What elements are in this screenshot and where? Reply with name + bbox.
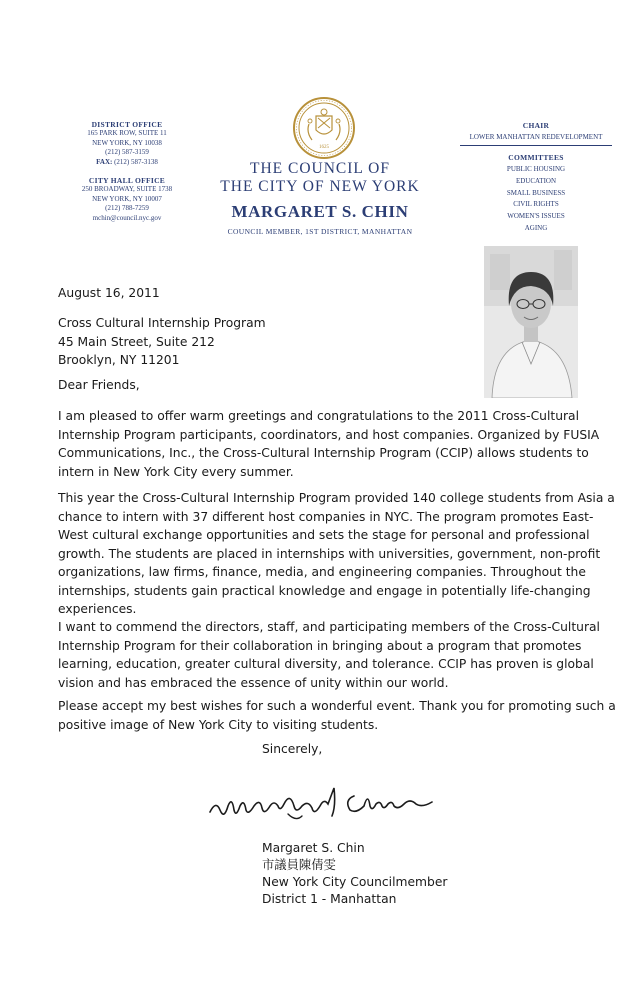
paragraph-line: vision and has embraced the essence of unity within our world.: [58, 675, 449, 690]
district-office-address2: NEW YORK, NY 10038: [92, 138, 162, 147]
seal-year: 1625: [319, 145, 329, 150]
paragraph-line: growth. The students are placed in internships with universities, government, non-profit: [58, 546, 601, 561]
city-hall-office-title: CITY HALL OFFICE: [88, 176, 166, 186]
signer-district: District 1 - Manhattan: [262, 892, 397, 906]
paragraph-line: experiences.: [58, 602, 137, 616]
greeting: Dear Friends,: [58, 378, 140, 392]
paragraph-4: [58, 697, 616, 734]
paragraph-line: Please accept my best wishes for such a wonderful event. Thank you for promoting such a: [58, 699, 616, 713]
paragraph-line: learning, education, greater cultural diversity, and tolerance. CCIP has proven is global: [58, 657, 594, 671]
committee-item: AGING: [524, 224, 548, 233]
committee-item: CIVIL RIGHTS: [513, 200, 559, 209]
paragraph-line: I am pleased to offer warm greetings and congratulations to the 2011 Cross-Cultural: [58, 409, 580, 423]
council-name-line1: THE COUNCIL OF: [249, 160, 390, 177]
committee-item: SMALL BUSINESS: [506, 188, 566, 197]
letter-date: August 16, 2011: [58, 286, 160, 300]
chair-committee: LOWER MANHATTAN REDEVELOPMENT: [460, 132, 612, 146]
paragraph-line: internships, students gain practical knowledge and engage in potentially life-changing: [58, 583, 591, 598]
paragraph-line: I want to commend the directors, staff, and participating members of the Cross-Cultural: [58, 620, 600, 634]
fax-label: FAX:: [96, 157, 113, 166]
recipient-line: 45 Main Street, Suite 212: [58, 334, 215, 349]
handwritten-signature: [204, 776, 454, 828]
recipient-line: Cross Cultural Internship Program: [58, 316, 266, 330]
committees-block: [460, 120, 612, 235]
member-title: COUNCIL MEMBER, 1ST DISTRICT, MANHATTAN: [227, 227, 413, 236]
paragraph-line: Communications, Inc., the Cross-Cultural Internship Program (CCIP) allows students to: [58, 446, 589, 460]
city-council-seal: [292, 96, 356, 160]
council-name-line2: THE CITY OF NEW YORK: [220, 178, 420, 195]
email-address: mchin@council.nyc.gov: [92, 213, 162, 222]
paragraph-line: intern in New York City every summer.: [58, 464, 294, 479]
chair-label: CHAIR: [522, 121, 550, 130]
paragraph-line: West cultural exchange opportunities and sets the stage for personal and professional: [58, 528, 590, 542]
fax-number: (212) 587-3138: [114, 157, 158, 166]
paragraph-line: organizations, law firms, finance, media, and engineering companies. Throughout the: [58, 565, 586, 579]
signer-title: New York City Councilmember: [262, 875, 448, 889]
district-office-block: [56, 120, 198, 223]
city-hall-phone: (212) 788-7259: [105, 204, 149, 213]
member-name-header: MARGARET S. CHIN: [231, 202, 409, 221]
paragraph-2: [58, 489, 615, 619]
district-office-phone: (212) 587-3159: [105, 148, 149, 157]
district-office-address1: 165 PARK ROW, SUITE 11: [87, 129, 167, 138]
paragraph-line: Internship Program for their collaboration in bringing about a program that promotes: [58, 638, 582, 653]
paragraph-3: [58, 618, 600, 692]
paragraph-1: [58, 407, 600, 481]
committee-item: WOMEN'S ISSUES: [507, 212, 565, 221]
signer-chinese-name: 市議員陳倩雯: [262, 858, 336, 872]
committee-item: PUBLIC HOUSING: [506, 164, 566, 173]
recipient-address: [58, 314, 266, 370]
city-hall-address2: NEW YORK, NY 10007: [92, 194, 162, 203]
committee-item: EDUCATION: [515, 176, 557, 185]
paragraph-line: chance to intern with 37 different host companies in NYC. The program promotes East-: [58, 509, 594, 524]
closing: Sincerely,: [262, 742, 323, 756]
portrait-photo: [484, 246, 578, 398]
district-office-fax: [56, 158, 198, 167]
recipient-line: Brooklyn, NY 11201: [58, 353, 180, 367]
signature-block: [262, 840, 447, 908]
district-office-title: DISTRICT OFFICE: [91, 120, 163, 129]
committees-label: COMMITTEES: [508, 152, 564, 162]
paragraph-line: positive image of New York City to visiting students.: [58, 717, 379, 732]
paragraph-line: Internship Program participants, coordinators, and host companies. Organized by FUSIA: [58, 427, 600, 442]
paragraph-line: This year the Cross-Cultural Internship Program provided 140 college students from Asia a: [58, 491, 615, 505]
signer-name: Margaret S. Chin: [262, 841, 365, 855]
city-hall-address1: 250 BROADWAY, SUITE 1738: [81, 185, 173, 194]
